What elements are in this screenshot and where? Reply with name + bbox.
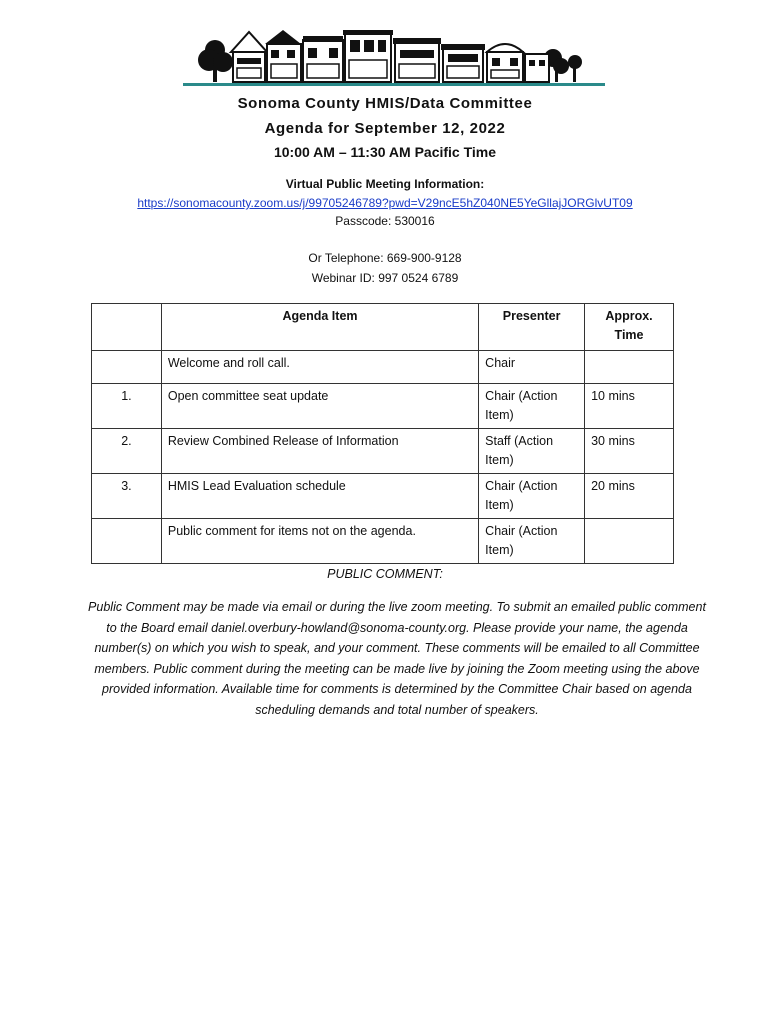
row-item: HMIS Lead Evaluation schedule (161, 474, 478, 519)
row-time: 10 mins (585, 384, 674, 429)
public-comment-title: PUBLIC COMMENT: (327, 567, 443, 581)
table-row (92, 519, 674, 564)
agenda-date: Agenda for September 12, 2022 (264, 120, 506, 137)
row-time (585, 519, 674, 564)
row-time: 30 mins (585, 429, 674, 474)
committee-title: Sonoma County HMIS/Data Committee (237, 95, 533, 112)
row-item: Public comment for items not on the agenda. (161, 519, 478, 564)
row-item: Review Combined Release of Information (161, 429, 478, 474)
header-approx-time: Approx. Time (585, 304, 674, 351)
table-row (92, 429, 674, 474)
row-presenter: Chair (Action Item) (479, 384, 585, 429)
webinar-id: Webinar ID: 997 0524 6789 (311, 271, 459, 285)
row-number: 1. (92, 384, 162, 429)
table-row (92, 474, 674, 519)
row-time (585, 351, 674, 384)
row-presenter: Staff (Action Item) (479, 429, 585, 474)
row-item: Open committee seat update (161, 384, 478, 429)
header-presenter: Presenter (479, 304, 585, 351)
row-presenter: Chair (479, 351, 585, 384)
agenda-table (91, 303, 674, 564)
row-number: 3. (92, 474, 162, 519)
row-number: 2. (92, 429, 162, 474)
header-number (92, 304, 162, 351)
header-agenda-item: Agenda Item (161, 304, 478, 351)
row-time: 20 mins (585, 474, 674, 519)
row-presenter: Chair (Action Item) (479, 474, 585, 519)
passcode: Passcode: 530016 (335, 214, 435, 228)
row-presenter: Chair (Action Item) (479, 519, 585, 564)
virtual-meeting-label: Virtual Public Meeting Information: (285, 177, 485, 191)
row-item: Welcome and roll call. (161, 351, 478, 384)
telephone: Or Telephone: 669-900-9128 (308, 251, 462, 265)
row-number (92, 351, 162, 384)
public-comment-body: Public Comment may be made via email or during the live zoom meeting. To submit an emailed public comment to the Board email daniel.overbury-howland@sonoma-county.org. Please provide your name, the agenda number(s) on which you wish to speak, and your comment. These comments will be emailed to all Committee members. Public comment during the meeting can be made live by joining the Zoom meeting using the above provided information. Available time for comments is determined by the Committee Chair based on agenda scheduling demands and total number of speakers. (88, 600, 706, 717)
table-row (92, 384, 674, 429)
town-skyline-logo (183, 22, 605, 88)
table-header-row (92, 304, 674, 351)
meeting-time: 10:00 AM – 11:30 AM Pacific Time (273, 144, 497, 160)
table-row (92, 351, 674, 384)
zoom-link[interactable]: https://sonomacounty.zoom.us/j/99705246789?pwd=V29ncE5hZ040NE5YeGllajJORGlvUT09 (137, 196, 633, 210)
row-number (92, 519, 162, 564)
